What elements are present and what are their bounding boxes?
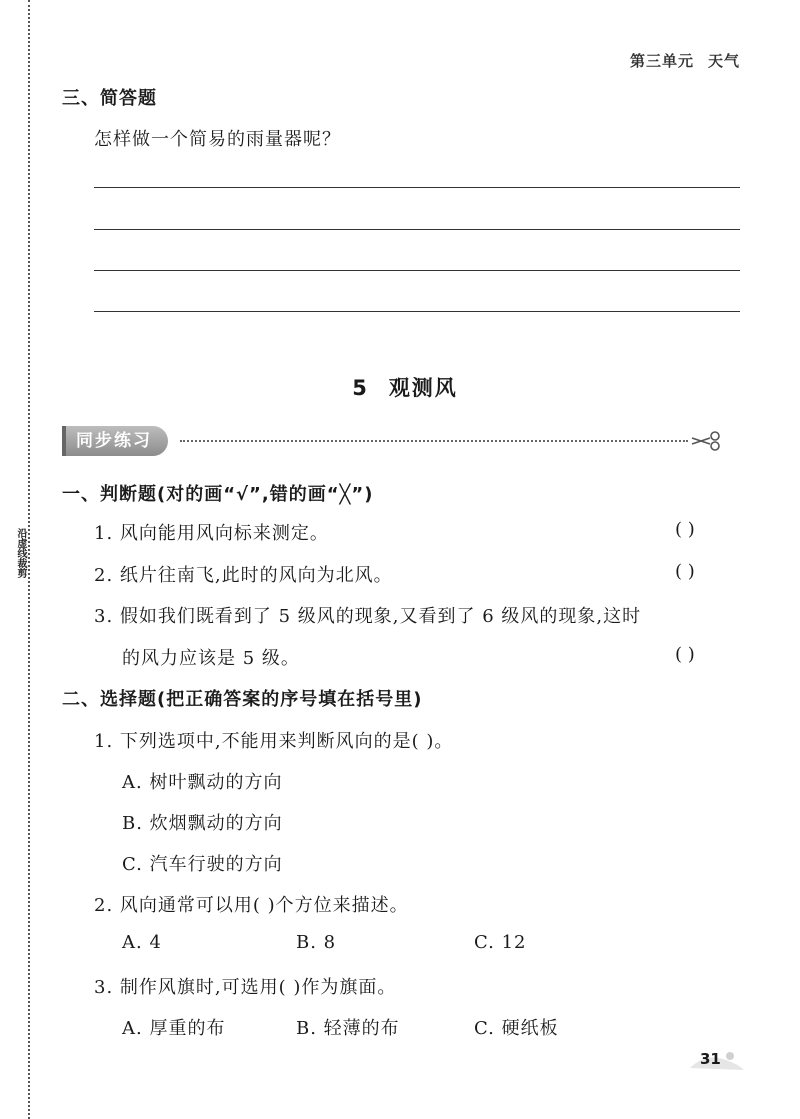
answer-line[interactable]	[94, 187, 740, 188]
banner-cut-line	[180, 440, 688, 442]
part2-title: 二、选择题(把正确答案的序号填在括号里)	[62, 689, 423, 710]
mc-question: 1. 下列选项中,不能用来判断风向的是( )。	[94, 731, 454, 752]
lesson-title	[0, 372, 800, 402]
page-number: 31	[700, 1050, 721, 1068]
mc-option[interactable]: A. 4	[122, 932, 162, 953]
mc-option[interactable]: C. 硬纸板	[474, 1018, 559, 1039]
part1-title: 一、判断题(对的画“√”,错的画“╳”)	[62, 484, 374, 505]
answer-paren[interactable]: ( )	[675, 644, 695, 665]
answer-paren[interactable]: ( )	[675, 561, 695, 582]
cut-guide-line	[28, 0, 30, 1119]
mc-option[interactable]: B. 轻薄的布	[296, 1018, 400, 1039]
tf-question: 1. 风向能用风向标来测定。	[94, 523, 329, 544]
mc-option[interactable]: B. 炊烟飘动的方向	[122, 813, 283, 834]
practice-banner: 同步练习	[62, 426, 168, 456]
page-header	[616, 50, 740, 71]
mc-option[interactable]: B. 8	[296, 932, 337, 953]
mc-option[interactable]: A. 厚重的布	[122, 1018, 226, 1039]
section3-title: 三、简答题	[62, 88, 157, 109]
mc-option[interactable]: C. 汽车行驶的方向	[122, 854, 283, 875]
mc-question: 3. 制作风旗时,可选用( )作为旗面。	[94, 977, 397, 998]
lesson-number: 5	[352, 376, 369, 400]
header-topic: 天气	[707, 52, 740, 70]
cut-guide-label: 沿虚线裁剪	[15, 528, 26, 578]
section3-question: 怎样做一个简易的雨量器呢？	[94, 129, 341, 150]
scissors-icon	[690, 430, 724, 452]
answer-line[interactable]	[94, 311, 740, 312]
lesson-name: 观测风	[388, 376, 458, 400]
tf-question: 3. 假如我们既看到了 5 级风的现象,又看到了 6 级风的现象,这时	[94, 606, 642, 627]
header-unit: 第三单元	[629, 52, 694, 70]
mc-question: 2. 风向通常可以用( )个方位来描述。	[94, 895, 409, 916]
answer-line[interactable]	[94, 229, 740, 230]
answer-line[interactable]	[94, 270, 740, 271]
tf-question: 2. 纸片往南飞,此时的风向为北风。	[94, 565, 393, 586]
mc-option[interactable]: A. 树叶飘动的方向	[122, 772, 283, 793]
tf-question-continued: 的风力应该是 5 级。	[122, 648, 300, 669]
mc-option[interactable]: C. 12	[474, 932, 527, 953]
answer-paren[interactable]: ( )	[675, 519, 695, 540]
